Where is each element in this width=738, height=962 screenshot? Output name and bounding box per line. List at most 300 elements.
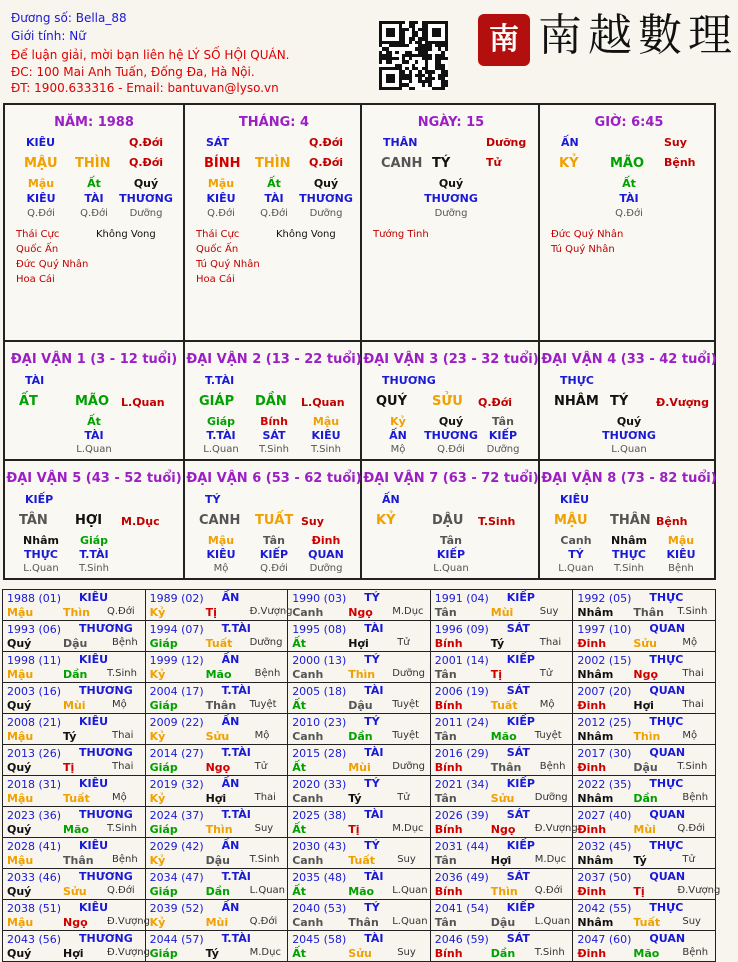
year-cell — [145, 838, 288, 869]
year-stem: Giáp — [149, 823, 178, 836]
year-cell — [145, 900, 288, 931]
year-star: ẤN — [221, 777, 240, 790]
year-branch: Mùi — [63, 699, 86, 712]
hidden-relation: L.Quan — [23, 563, 59, 574]
year-branch: Tý — [348, 792, 362, 805]
year-branch: Dậu — [490, 916, 516, 929]
year-branch: Thân — [490, 761, 522, 774]
year-branch: Thìn — [205, 823, 233, 836]
hidden-star: TÀI — [619, 192, 639, 205]
year-stem: Bính — [434, 761, 463, 774]
year-branch: Mão — [348, 885, 375, 898]
dai-van-title: ĐẠI VẬN 1 (3 - 12 tuổi) — [10, 352, 178, 367]
year-cell — [145, 714, 288, 745]
year-label: 2031 (44) — [434, 840, 489, 853]
dai-van-star: KIẾP — [25, 493, 54, 506]
year-branch: Dần — [63, 668, 88, 681]
year-stem: Tân — [434, 606, 457, 619]
hidden-relation: Dưỡng — [309, 563, 343, 574]
year-stage: T.Sinh — [107, 823, 137, 834]
hidden-star: QUAN — [308, 548, 344, 561]
year-branch: Tị — [348, 823, 360, 836]
year-label: 2047 (60) — [577, 933, 632, 946]
year-stem: Kỷ — [149, 792, 166, 805]
year-label: 2037 (50) — [577, 871, 632, 884]
hidden-relation: L.Quan — [433, 563, 469, 574]
year-stage: Q.Đới — [534, 885, 563, 896]
year-star: TÝ — [364, 839, 380, 852]
hidden-stem: Mậu — [207, 177, 235, 190]
dai-van-stem: ẤT — [19, 394, 38, 409]
pillar-title: GIỜ: 6:45 — [594, 115, 664, 130]
year-branch: Mão — [63, 823, 89, 836]
year-stem: Kỷ — [149, 916, 166, 929]
year-cell — [573, 652, 716, 683]
year-branch: Dần — [348, 730, 373, 743]
year-stage: Đ.Vượng — [107, 916, 150, 927]
hidden-relation: T.Sinh — [259, 444, 289, 455]
year-cell — [288, 869, 431, 900]
pillar-star-note: Hoa Cái — [16, 274, 55, 285]
year-star: THỰC — [649, 591, 684, 604]
dai-van-branch: TUẤT — [255, 513, 294, 528]
pillar-stem: MẬU — [24, 156, 58, 171]
year-stem: Giáp — [149, 885, 178, 898]
dai-van-stem: TÂN — [19, 513, 48, 528]
hidden-relation: Mộ — [390, 444, 406, 455]
dai-van-branch: HỢI — [75, 513, 103, 528]
year-label: 2030 (43) — [292, 840, 347, 853]
year-branch: Mão — [205, 668, 232, 681]
year-stem: Giáp — [149, 761, 178, 774]
hidden-star: KIẾP — [488, 429, 518, 442]
year-stage: Thai — [682, 668, 704, 679]
year-star: QUAN — [649, 746, 686, 759]
pillar-branch-relation: Bệnh — [664, 156, 696, 169]
year-cell — [145, 776, 288, 807]
dai-van-title: ĐẠI VẬN 6 (53 - 62 tuổi) — [186, 471, 362, 486]
hidden-star: TÀI — [264, 192, 284, 205]
hidden-relation: T.Sinh — [79, 563, 109, 574]
year-cell — [430, 807, 578, 838]
year-cell — [3, 683, 146, 714]
year-branch: Tuất — [63, 792, 90, 805]
year-branch: Mão — [633, 947, 660, 960]
pillar-branch: THÌN — [75, 156, 111, 171]
hidden-star: TÀI — [84, 429, 104, 442]
hidden-star: KIÊU — [666, 548, 696, 561]
owner-name: Đương số: Bella_88 — [11, 11, 127, 25]
year-cell — [3, 590, 146, 621]
year-stem: Đinh — [577, 947, 607, 960]
year-stem: Nhâm — [577, 792, 614, 805]
year-star: T.TÀI — [221, 746, 251, 759]
pillar-star-note: Không Vong — [96, 229, 156, 240]
year-stem: Ất — [292, 947, 306, 960]
pillar-branch: MÃO — [610, 156, 645, 171]
year-stage: Mộ — [682, 730, 698, 741]
year-star: KIẾP — [506, 591, 535, 604]
year-stage: Dưỡng — [392, 761, 426, 772]
year-cell — [430, 900, 573, 931]
year-cell — [145, 745, 288, 776]
year-label: 2038 (51) — [7, 902, 62, 915]
hidden-star: TÝ — [568, 548, 584, 561]
year-stage: Đ.Vượng — [249, 606, 293, 617]
year-stage: Đ.Vượng — [107, 947, 150, 958]
year-branch: Hợi — [348, 637, 369, 650]
year-stem: Quý — [7, 699, 32, 712]
year-stem: Đinh — [577, 637, 607, 650]
year-branch: Tý — [205, 947, 219, 960]
year-label: 1992 (05) — [577, 592, 632, 605]
hidden-star: T.TÀI — [79, 548, 109, 561]
year-star: THỰC — [649, 901, 684, 914]
year-stage: Đ.Vượng — [534, 823, 578, 834]
year-star: TÝ — [364, 653, 380, 666]
year-star: THỰC — [649, 653, 684, 666]
year-branch: Dần — [205, 885, 230, 898]
year-stage: M.Dục — [392, 823, 424, 834]
year-star: SÁT — [506, 932, 530, 945]
pillar-branch-relation: Q.Đới — [129, 156, 164, 169]
year-label: 1988 (01) — [7, 592, 62, 605]
year-label: 2044 (57) — [149, 933, 204, 946]
year-cell — [3, 621, 146, 652]
year-stage: Mộ — [254, 730, 270, 741]
year-cell — [430, 590, 573, 621]
hidden-star: T.TÀI — [206, 429, 236, 442]
year-stem: Canh — [292, 854, 324, 867]
hidden-star: THƯƠNG — [424, 192, 478, 205]
year-star: T.TÀI — [221, 622, 251, 635]
year-branch: Tị — [205, 606, 217, 619]
dai-van-star: TÝ — [205, 493, 221, 506]
year-stage: Mộ — [112, 792, 127, 803]
pillar-top-relation: Suy — [664, 136, 687, 149]
pillar-branch: THÌN — [255, 156, 291, 171]
year-star: ẤN — [221, 653, 240, 666]
year-branch: Thìn — [63, 606, 90, 619]
page-header — [0, 0, 738, 100]
hidden-star: THỰC — [24, 548, 58, 561]
year-stage: Q.Đới — [107, 606, 135, 617]
year-stem: Ất — [292, 885, 306, 898]
year-branch: Tuất — [348, 854, 375, 867]
year-branch: Sửu — [490, 792, 515, 805]
hidden-stem: Nhâm — [611, 534, 647, 547]
year-label: 2026 (39) — [434, 809, 489, 822]
year-label: 2003 (16) — [7, 685, 62, 698]
dai-van-relation: Q.Đới — [478, 396, 513, 409]
year-star: TÝ — [364, 591, 380, 604]
year-label: 2004 (17) — [149, 685, 204, 698]
year-cell — [430, 621, 573, 652]
year-label: 2033 (46) — [7, 871, 62, 884]
year-cell — [145, 621, 288, 652]
year-cell — [3, 838, 146, 869]
year-label: 2028 (41) — [7, 840, 62, 853]
year-stage: T.Sinh — [249, 854, 280, 865]
qr-code-icon[interactable] — [379, 21, 448, 90]
year-branch: Mùi — [633, 823, 656, 836]
hidden-relation: Q.Đới — [437, 444, 465, 455]
year-stage: Mộ — [539, 699, 555, 710]
dai-van-title: ĐẠI VẬN 5 (43 - 52 tuổi) — [6, 471, 182, 486]
hidden-stem: Quý — [438, 177, 464, 190]
year-stem: Kỷ — [149, 668, 166, 681]
dai-van-relation: M.Dục — [121, 515, 160, 528]
hidden-relation: Q.Đới — [260, 563, 288, 574]
year-label: 2015 (28) — [292, 747, 347, 760]
brand-logo — [478, 8, 738, 72]
year-star: TÀI — [364, 870, 384, 883]
dai-van-branch: DẬU — [432, 513, 464, 528]
year-stage: T.Sinh — [534, 947, 565, 958]
year-stem: Đinh — [577, 823, 607, 836]
hidden-relation: T.Sinh — [614, 563, 644, 574]
year-stage: Thai — [112, 761, 134, 772]
dai-van-stem: CANH — [199, 513, 241, 528]
year-stage: Dưỡng — [534, 792, 568, 803]
hidden-star: KIÊU — [26, 192, 56, 205]
year-label: 2012 (25) — [577, 716, 632, 729]
year-stem: Quý — [7, 885, 32, 898]
year-cell — [573, 838, 716, 869]
year-branch: Thân — [348, 916, 379, 929]
year-cell — [430, 776, 573, 807]
dai-van-branch: TÝ — [610, 394, 629, 409]
year-stem: Tân — [434, 792, 457, 805]
year-stem: Nhâm — [577, 668, 614, 681]
year-star: THƯƠNG — [79, 870, 133, 883]
dai-van-star: KIÊU — [560, 493, 590, 506]
pillar-top-relation: Q.Đới — [129, 136, 164, 149]
year-cell — [145, 931, 288, 962]
table-row — [3, 931, 716, 962]
hidden-relation: Dưỡng — [486, 444, 520, 455]
hidden-relation: T.Sinh — [311, 444, 341, 455]
pillar-star-note: Tướng Tinh — [373, 229, 429, 240]
year-stem: Ất — [292, 637, 306, 650]
dai-van-stem: QUÝ — [376, 394, 408, 409]
year-stem: Canh — [292, 606, 324, 619]
year-star: ẤN — [221, 839, 240, 852]
year-stage: M.Dục — [534, 854, 567, 865]
dai-van-star: TÀI — [25, 374, 45, 387]
year-cell — [288, 590, 431, 621]
hidden-star: ẤN — [389, 429, 407, 442]
hidden-relation: Q.Đới — [207, 208, 235, 219]
year-cell — [3, 652, 146, 683]
pillar-star-note: Tú Quý Nhân — [196, 259, 260, 270]
year-label: 2022 (35) — [577, 778, 632, 791]
year-cell — [3, 714, 146, 745]
year-stem: Bính — [434, 885, 463, 898]
hidden-relation: Dưỡng — [434, 208, 468, 219]
year-star: THỰC — [649, 715, 684, 728]
seal-stamp: 南 — [478, 14, 530, 66]
year-branch: Tuất — [633, 916, 661, 929]
year-cell — [3, 745, 146, 776]
year-star: QUAN — [649, 622, 686, 635]
year-label: 2024 (37) — [149, 809, 204, 822]
dai-van-title: ĐẠI VẬN 7 (63 - 72 tuổi) — [363, 471, 539, 486]
hidden-stem: Giáp — [206, 415, 236, 428]
year-star: SÁT — [506, 746, 530, 759]
year-star: SÁT — [506, 808, 530, 821]
year-stem: Canh — [292, 916, 324, 929]
year-label: 2000 (13) — [292, 654, 347, 667]
pillar-star-note: Không Vong — [276, 229, 336, 240]
year-stem: Bính — [434, 699, 463, 712]
dai-van-star: ẤN — [382, 493, 400, 506]
year-stem: Bính — [434, 637, 463, 650]
year-branch: Ngọ — [348, 606, 373, 619]
pillar-star-note: Tú Quý Nhân — [551, 244, 615, 255]
hidden-relation: L.Quan — [611, 444, 647, 455]
year-stem: Quý — [7, 947, 32, 960]
year-star: SÁT — [506, 684, 530, 697]
year-label: 2043 (56) — [7, 933, 62, 946]
year-stem: Ất — [292, 761, 306, 774]
year-stage: T.Sinh — [107, 668, 137, 679]
year-label: 1990 (03) — [292, 592, 347, 605]
year-label: 1997 (10) — [577, 623, 632, 636]
year-cell — [430, 652, 573, 683]
hidden-stem: Mậu — [27, 177, 55, 190]
year-stage: Q.Đới — [107, 885, 135, 896]
dai-van-stem: GIÁP — [199, 394, 235, 409]
year-stage: Bệnh — [254, 668, 281, 679]
hidden-star: KIÊU — [206, 548, 236, 561]
year-branch: Ngọ — [490, 823, 516, 836]
year-branch: Sửu — [633, 637, 657, 650]
year-branch: Tuất — [490, 699, 518, 712]
year-label: 2041 (54) — [434, 902, 489, 915]
year-cell — [573, 745, 716, 776]
pillar-star-note: Quốc Ấn — [196, 244, 239, 255]
year-branch: Dần — [490, 947, 516, 960]
dai-van-branch: SỬU — [432, 394, 463, 409]
pillar-stem: CANH — [381, 156, 423, 171]
dai-van-relation: T.Sinh — [478, 515, 516, 528]
year-cell — [430, 714, 573, 745]
year-label: 1994 (07) — [149, 623, 204, 636]
year-star: KIẾP — [506, 715, 535, 728]
year-branch: Hợi — [205, 792, 227, 805]
year-label: 2017 (30) — [577, 747, 632, 760]
year-star: THƯƠNG — [79, 684, 133, 697]
dai-van-branch: THÂN — [610, 513, 651, 528]
annual-luck-table — [2, 589, 721, 962]
year-star: TÀI — [364, 746, 384, 759]
year-cell — [573, 869, 721, 900]
year-stage: Thai — [254, 792, 276, 803]
year-branch: Dậu — [348, 699, 373, 712]
pillar-stem: KỶ — [559, 156, 579, 171]
pillar-star-note: Thái Cực — [196, 229, 240, 240]
year-star: THƯƠNG — [79, 932, 133, 945]
table-row — [3, 652, 716, 683]
year-label: 1998 (11) — [7, 654, 62, 667]
year-label: 2021 (34) — [434, 778, 489, 791]
hidden-stem: Mậu — [667, 534, 695, 547]
year-stem: Tân — [434, 668, 457, 681]
year-label: 2025 (38) — [292, 809, 347, 822]
year-cell — [288, 900, 431, 931]
year-cell — [430, 931, 573, 962]
year-branch: Dậu — [633, 761, 658, 774]
hidden-stem: Tân — [440, 534, 462, 547]
year-star: SÁT — [506, 622, 530, 635]
year-stage: Dưỡng — [392, 668, 426, 679]
year-stage: Tử — [682, 854, 695, 865]
pillar-top-star: ẤN — [561, 136, 579, 149]
year-star: T.TÀI — [221, 870, 251, 883]
year-cell — [3, 776, 146, 807]
year-stage: Tuyệt — [392, 730, 420, 741]
year-star: T.TÀI — [221, 808, 251, 821]
year-label: 2011 (24) — [434, 716, 489, 729]
year-cell — [288, 776, 431, 807]
address: ĐC: 100 Mai Anh Tuấn, Đống Đa, Hà Nội. — [11, 65, 255, 79]
pillar-branch: TÝ — [432, 156, 451, 171]
year-label: 1993 (06) — [7, 623, 62, 636]
year-cell — [430, 838, 573, 869]
year-label: 2010 (23) — [292, 716, 347, 729]
gender: Giới tính: Nữ — [11, 29, 86, 43]
year-branch: Thìn — [633, 730, 661, 743]
dai-van-relation: Đ.Vượng — [656, 396, 710, 409]
dai-van-stem: KỶ — [376, 513, 396, 528]
table-row — [3, 621, 716, 652]
year-label: 2042 (55) — [577, 902, 632, 915]
year-label: 1999 (12) — [149, 654, 204, 667]
year-stem: Nhâm — [577, 606, 614, 619]
dai-van-relation: L.Quan — [301, 396, 345, 409]
year-stage: Suy — [254, 823, 274, 834]
year-stem: Bính — [434, 947, 463, 960]
hidden-star: KIÊU — [206, 192, 236, 205]
year-stage: Đ.Vượng — [677, 885, 721, 896]
year-label: 2009 (22) — [149, 716, 204, 729]
year-cell — [145, 590, 293, 621]
hidden-relation: Q.Đới — [615, 208, 643, 219]
year-branch: Ngọ — [205, 761, 231, 774]
year-branch: Sửu — [205, 730, 230, 743]
year-stage: Bệnh — [112, 854, 138, 865]
year-cell — [573, 931, 716, 962]
year-cell — [3, 807, 146, 838]
year-branch: Mùi — [348, 761, 371, 774]
year-cell — [288, 714, 431, 745]
year-label: 2008 (21) — [7, 716, 62, 729]
year-stem: Tân — [434, 730, 457, 743]
year-stem: Bính — [434, 823, 463, 836]
year-stage: Tuyệt — [392, 699, 420, 710]
brand-title: 南越數理 — [538, 10, 738, 61]
year-label: 2029 (42) — [149, 840, 204, 853]
year-branch: Thìn — [348, 668, 376, 681]
year-stem: Giáp — [149, 947, 178, 960]
table-row — [3, 776, 716, 807]
year-stage: Bệnh — [682, 947, 709, 958]
hidden-stem: Tân — [263, 534, 285, 547]
phone-email[interactable]: ĐT: 1900.633316 - Email: bantuvan@lyso.vn — [11, 81, 279, 95]
hidden-stem: Giáp — [79, 534, 109, 547]
year-stem: Đinh — [577, 885, 607, 898]
